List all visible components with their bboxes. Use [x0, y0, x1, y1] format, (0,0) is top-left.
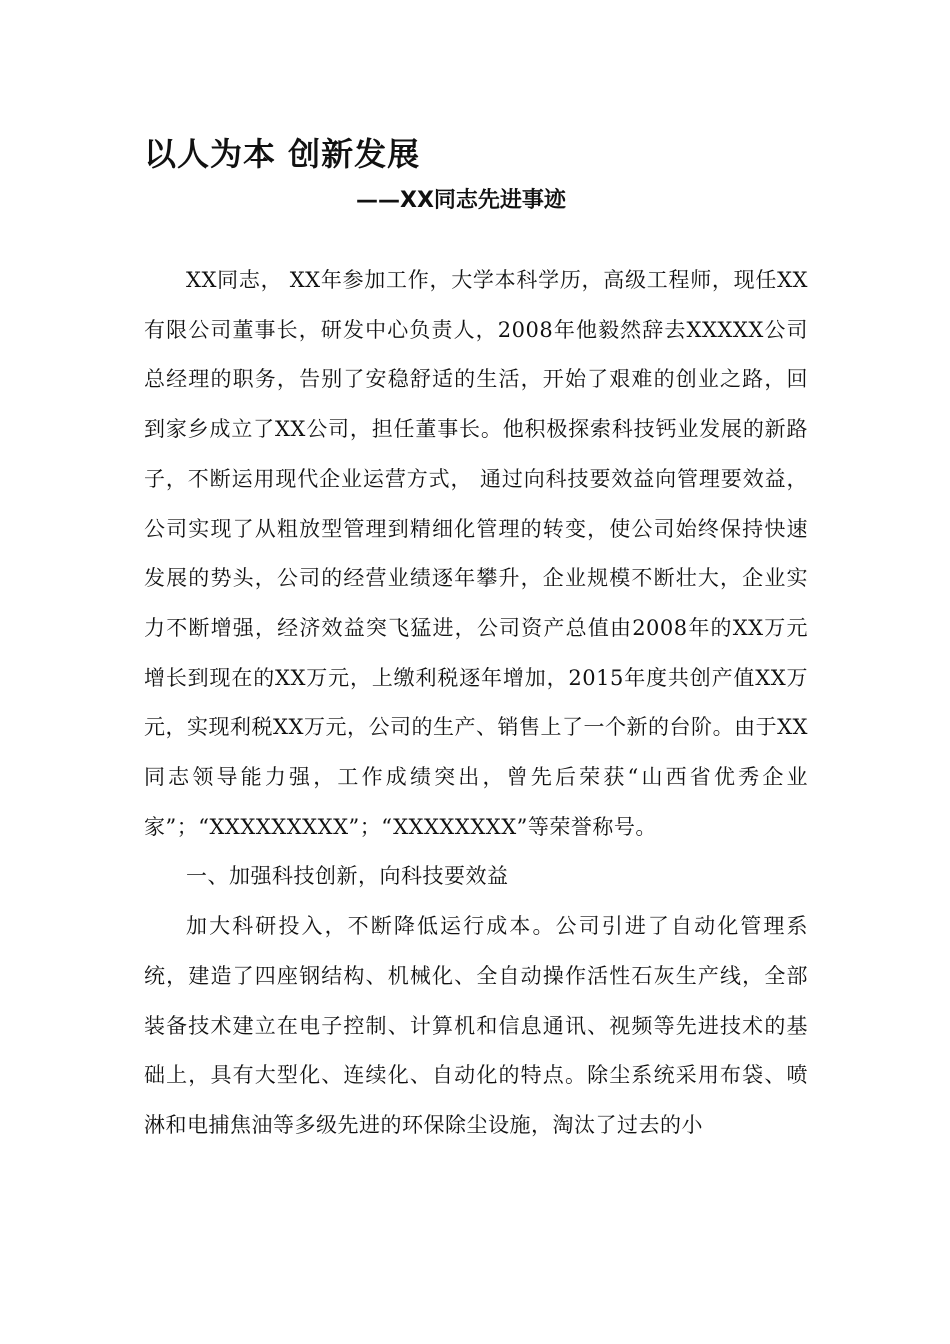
- section-1-paragraph: 加大科研投入，不断降低运行成本。公司引进了自动化管理系统，建造了四座钢结构、机械化、全自动操作活性石灰生产线，全部装备技术建立在电子控制、计算机和信息通讯、视频等先进技术的基础上，具有大型化、连续化、自动化的特点。除尘系统采用布袋、喷淋和电捕焦油等多级先进的环保除尘设施，淘汰了过去的小: [144, 914, 808, 1137]
- intro-paragraph: XX同志， XX年参加工作，大学本科学历，高级工程师，现任XX有限公司董事长，研发中心负责人，2008年他毅然辞去XXXXX公司总经理的职务，告别了安稳舒适的生活，开始了艰难的创业之路，回到家乡成立了XX公司，担任董事长。他积极探索科技钙业发展的新路子，不断运用现代企业运营方式， 通过向科技要效益向管理要效益，公司实现了从粗放型管理到精细化管理的转变，使公司始终保持快速发展的势头，公司的经营业绩逐年攀升，企业规模不断壮大，企业实力不断增强，经济效益突飞猛进，公司资产总值由2008年的XX万元增长到现在的XX万元，上缴利税逐年增加，2015年度共创产值XX万元，实现利税XX万元，公司的生产、销售上了一个新的台阶。由于XX同志领导能力强，工作成绩突出，曾先后荣获“山西省优秀企业家”；“XXXXXXXXX”；“XXXXXXXX”等荣誉称号。: [144, 268, 808, 839]
- document-body: [144, 256, 808, 1151]
- document-title: 以人为本 创新发展: [144, 135, 421, 173]
- section-heading-1: 一、加强科技创新，向科技要效益: [186, 864, 509, 889]
- document-subtitle: ——XX同志先进事迹: [356, 188, 566, 213]
